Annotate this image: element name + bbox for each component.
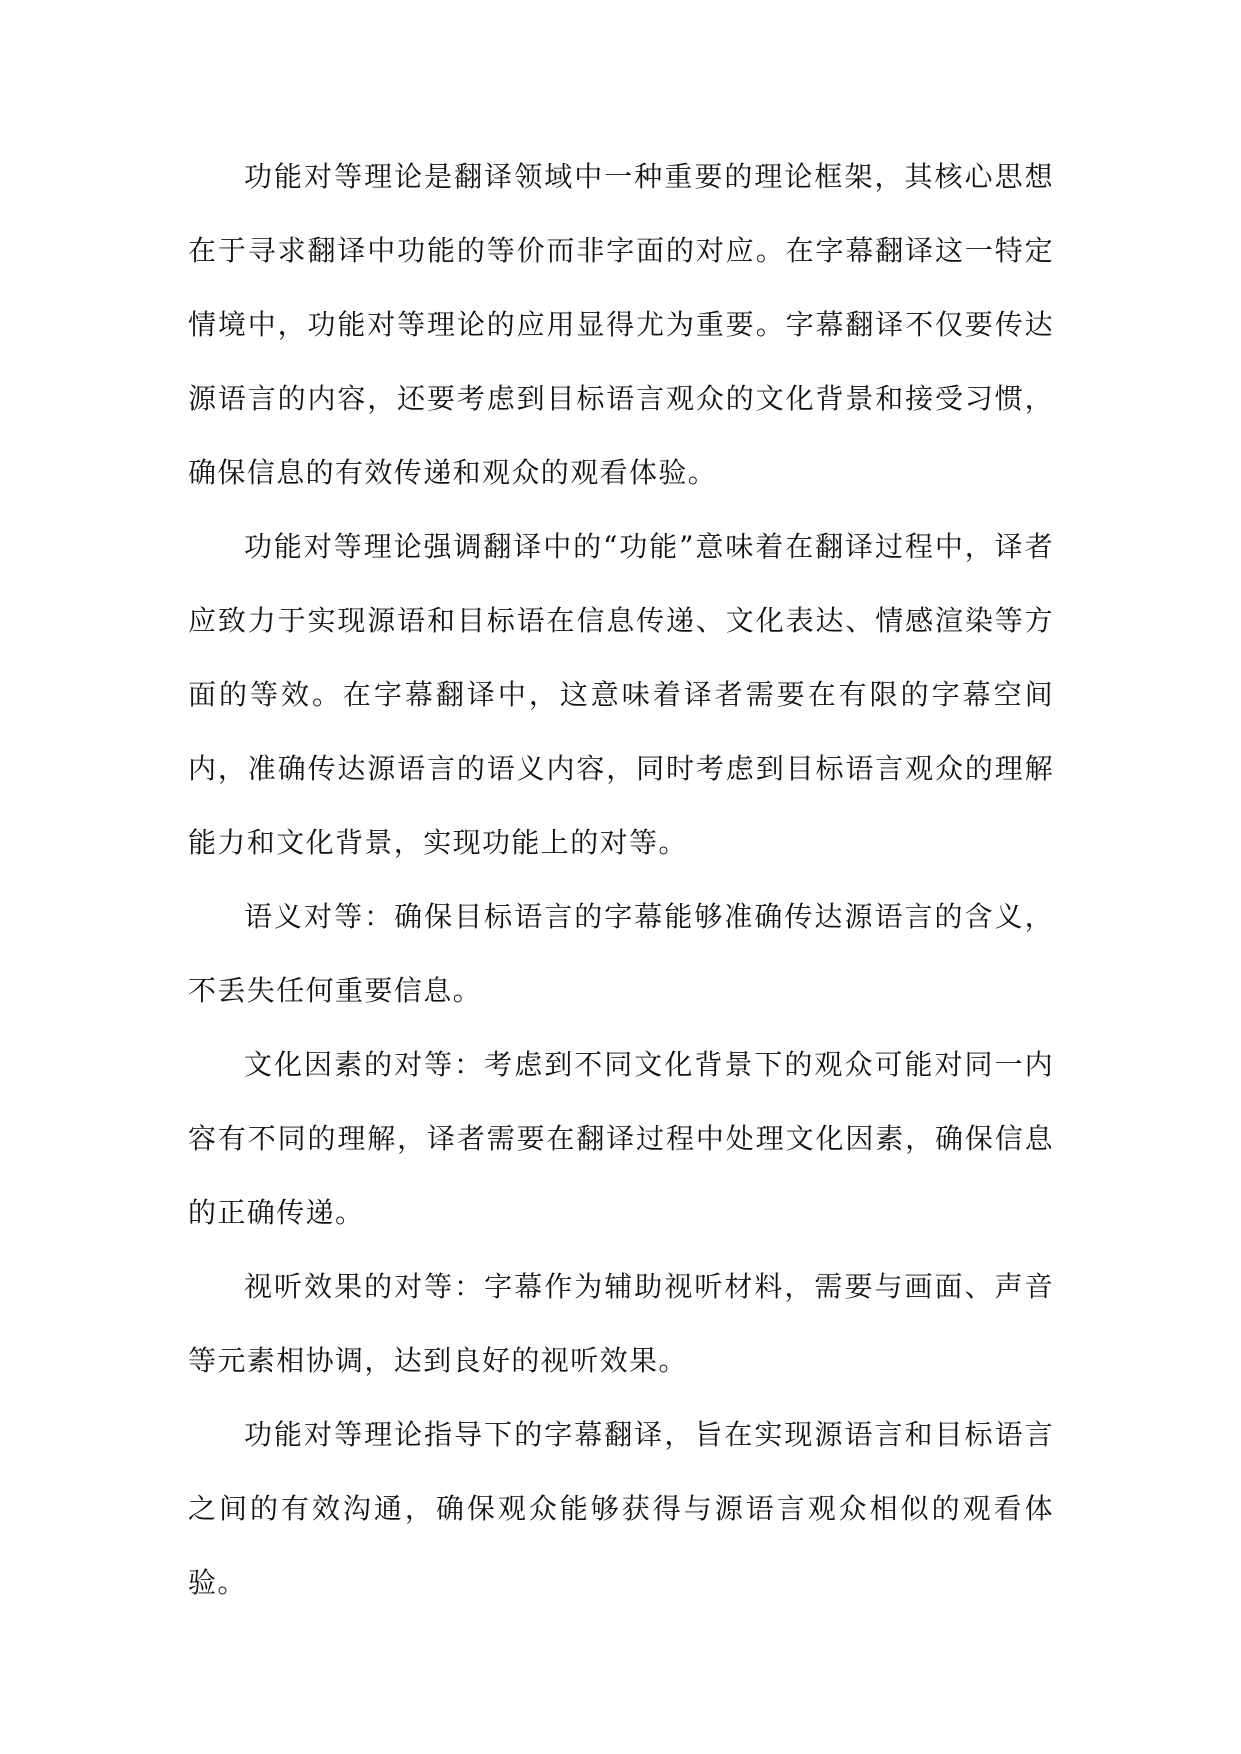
paragraph-cultural-equivalence: 文化因素的对等：考虑到不同文化背景下的观众可能对同一内容有不同的理解，译者需要在翻译过程中处理文化因素，确保信息的正确传递。 xyxy=(188,1048,1054,1229)
paragraph-function-emphasis: 功能对等理论强调翻译中的“功能”意味着在翻译过程中，译者应致力于实现源语和目标语在信息传递、文化表达、情感渲染等方面的等效。在字幕翻译中，这意味着译者需要在有限的字幕空间内，准确传达源语言的语义内容，同时考虑到目标语言观众的理解能力和文化背景，实现功能上的对等。 xyxy=(188,530,1054,859)
paragraph-intro: 功能对等理论是翻译领域中一种重要的理论框架，其核心思想在于寻求翻译中功能的等价而非字面的对应。在字幕翻译这一特定情境中，功能对等理论的应用显得尤为重要。字幕翻译不仅要传达源语言的内容，还要考虑到目标语言观众的文化背景和接受习惯，确保信息的有效传递和观众的观看体验。 xyxy=(188,160,1054,489)
paragraph-conclusion: 功能对等理论指导下的字幕翻译，旨在实现源语言和目标语言之间的有效沟通，确保观众能够获得与源语言观众相似的观看体验。 xyxy=(188,1418,1054,1599)
document-body xyxy=(188,140,1054,1620)
paragraph-audiovisual-equivalence: 视听效果的对等：字幕作为辅助视听材料，需要与画面、声音等元素相协调，达到良好的视听效果。 xyxy=(188,1270,1054,1377)
paragraph-semantic-equivalence: 语义对等：确保目标语言的字幕能够准确传达源语言的含义，不丢失任何重要信息。 xyxy=(188,900,1054,1007)
